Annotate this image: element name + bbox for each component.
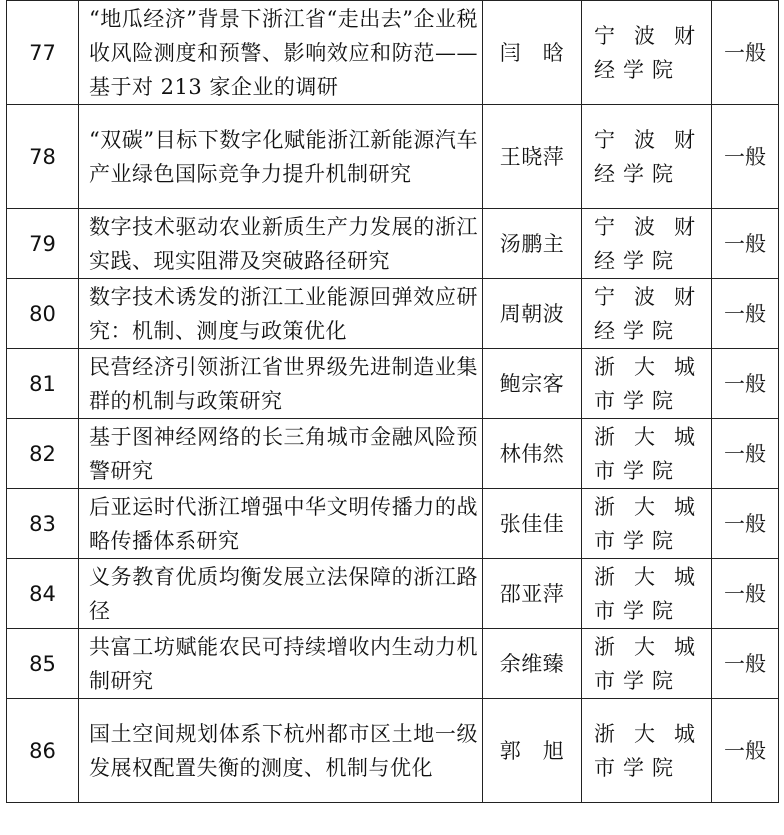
project-title: 数字技术驱动农业新质生产力发展的浙江实践、现实阻滞及突破路径研究 <box>79 209 483 279</box>
project-unit: 宁波财经学院 <box>582 279 712 349</box>
table-row <box>7 419 779 489</box>
row-number: 78 <box>7 105 79 209</box>
row-number: 77 <box>7 1 79 105</box>
project-leader: 鲍宗客 <box>483 349 582 419</box>
row-number: 80 <box>7 279 79 349</box>
project-title: 基于图神经网络的长三角城市金融风险预警研究 <box>79 419 483 489</box>
project-category: 一般 <box>712 279 779 349</box>
table-row <box>7 105 779 209</box>
project-table <box>6 0 779 803</box>
table-row <box>7 349 779 419</box>
project-unit: 宁波财经学院 <box>582 209 712 279</box>
project-category: 一般 <box>712 349 779 419</box>
project-category: 一般 <box>712 105 779 209</box>
project-leader: 汤鹏主 <box>483 209 582 279</box>
project-category: 一般 <box>712 559 779 629</box>
project-category: 一般 <box>712 419 779 489</box>
project-unit: 宁波财经学院 <box>582 1 712 105</box>
row-number: 83 <box>7 489 79 559</box>
project-category: 一般 <box>712 699 779 803</box>
project-unit: 浙大城市学院 <box>582 629 712 699</box>
project-category: 一般 <box>712 489 779 559</box>
project-leader: 林伟然 <box>483 419 582 489</box>
project-category: 一般 <box>712 209 779 279</box>
project-title: 后亚运时代浙江增强中华文明传播力的战略传播体系研究 <box>79 489 483 559</box>
row-number: 81 <box>7 349 79 419</box>
project-leader: 郭 旭 <box>483 699 582 803</box>
project-title: “双碳”目标下数字化赋能浙江新能源汽车产业绿色国际竞争力提升机制研究 <box>79 105 483 209</box>
project-leader: 余维臻 <box>483 629 582 699</box>
table-row <box>7 559 779 629</box>
project-unit: 浙大城市学院 <box>582 489 712 559</box>
project-title: 民营经济引领浙江省世界级先进制造业集群的机制与政策研究 <box>79 349 483 419</box>
row-number: 84 <box>7 559 79 629</box>
project-title: 国土空间规划体系下杭州都市区土地一级发展权配置失衡的测度、机制与优化 <box>79 699 483 803</box>
table-row <box>7 629 779 699</box>
project-unit: 宁波财经学院 <box>582 105 712 209</box>
project-title: 义务教育优质均衡发展立法保障的浙江路径 <box>79 559 483 629</box>
row-number: 85 <box>7 629 79 699</box>
project-unit: 浙大城市学院 <box>582 699 712 803</box>
table-row <box>7 1 779 105</box>
project-leader: 王晓萍 <box>483 105 582 209</box>
project-leader: 闫 晗 <box>483 1 582 105</box>
project-leader: 张佳佳 <box>483 489 582 559</box>
row-number: 86 <box>7 699 79 803</box>
table-row <box>7 279 779 349</box>
project-unit: 浙大城市学院 <box>582 559 712 629</box>
project-title: 数字技术诱发的浙江工业能源回弹效应研究：机制、测度与政策优化 <box>79 279 483 349</box>
row-number: 79 <box>7 209 79 279</box>
project-category: 一般 <box>712 1 779 105</box>
project-title: “地瓜经济”背景下浙江省“走出去”企业税收风险测度和预警、影响效应和防范——基于对 213 家企业的调研 <box>79 1 483 105</box>
project-unit: 浙大城市学院 <box>582 419 712 489</box>
table-row <box>7 209 779 279</box>
project-unit: 浙大城市学院 <box>582 349 712 419</box>
table-row <box>7 489 779 559</box>
project-title: 共富工坊赋能农民可持续增收内生动力机制研究 <box>79 629 483 699</box>
row-number: 82 <box>7 419 79 489</box>
table-row <box>7 699 779 803</box>
project-category: 一般 <box>712 629 779 699</box>
project-leader: 邵亚萍 <box>483 559 582 629</box>
project-leader: 周朝波 <box>483 279 582 349</box>
